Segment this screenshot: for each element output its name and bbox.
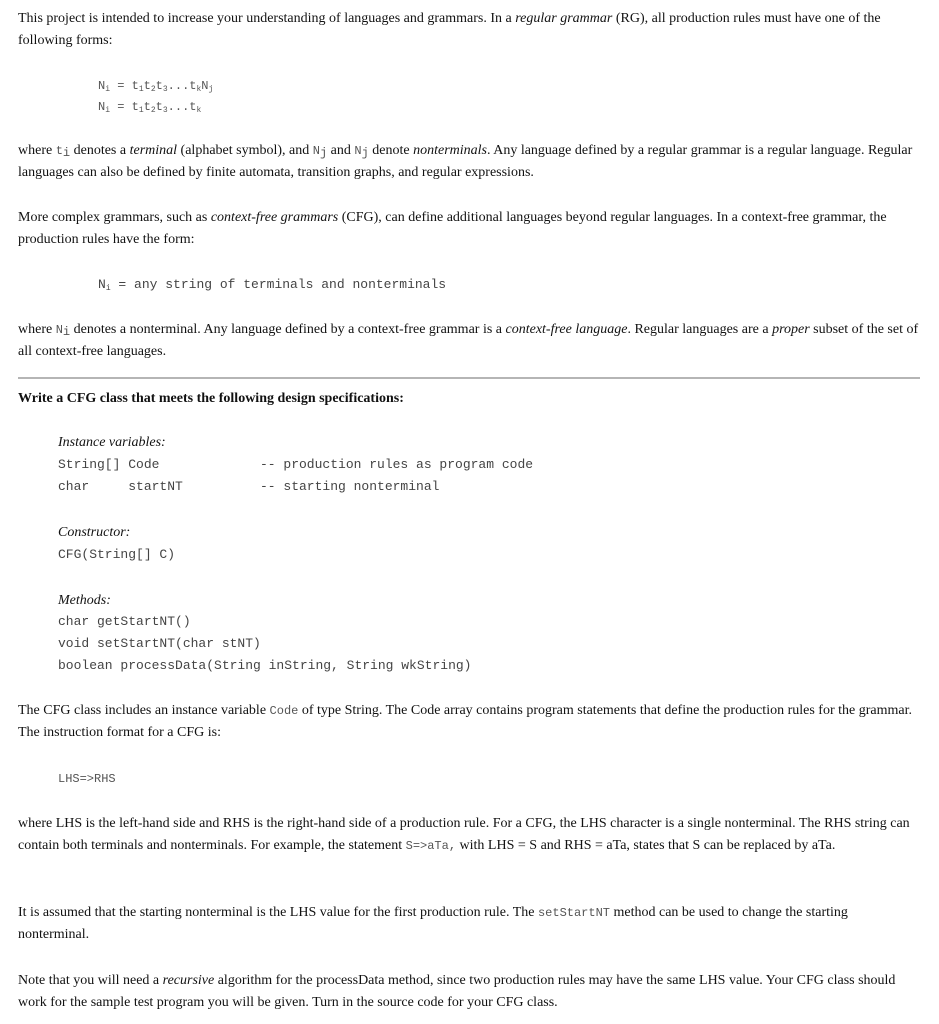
regular-grammar-term: regular grammar [515,11,613,26]
rg-rule-2: $N_i = t_1t_2t_3...t_k$ [98,100,202,115]
nonterminals-term: nonterminals [413,143,487,158]
method-getstartnt: char getStartNT() [58,614,191,629]
example-statement: S=>aTa, [405,839,457,853]
instance-variables-label: Instance variables: [58,435,166,450]
lhs-rhs-paragraph: where LHS is the left-hand side and RHS is the right-hand side of a production rule. For a CFG, the LHS character is a single nonterminal. The RHS string can contain both terminals and nonterminals. For example, the statement S=>aTa, with LHS = S and RHS = aTa, states that S can be replaced by aTa. [18,816,910,853]
instruction-format: LHS=>RHS [58,772,116,786]
cfg-rule: $N_i$ = any string of terminals and nonterminals [98,277,447,293]
code-inline: Code [269,704,299,718]
proper-term: proper [772,322,810,337]
cfl-term: context-free language [505,322,628,337]
method-setstartnt: void setStartNT(char stNT) [58,636,261,651]
cfg-intro-paragraph: More complex grammars, such as context-free grammars (CFG), can define additional languages beyond regular languages. In a context-free grammar, the production rules have the form: [18,210,887,247]
instance-var-code: String[] Code [58,457,160,472]
instance-var-startnt: char startNT [58,479,183,494]
cfg-term: context-free grammars [210,210,339,225]
recursive-term: recursive [162,973,215,988]
section-divider [18,377,920,379]
rg-rule-1: $N_i = t_1t_2t_3...t_kN_j$ [98,79,214,94]
instance-var-code-comment: -- production rules as program code [260,457,534,472]
spec-heading: Write a CFG class that meets the following design specifications: [18,391,404,406]
constructor-label: Constructor: [58,525,131,540]
methods-label: Methods: [58,593,111,608]
constructor-signature: CFG(String[] C) [58,547,176,562]
instance-var-startnt-comment: -- starting nonterminal [260,479,440,494]
code-variable-paragraph: The CFG class includes an instance variable Code of type String. The Code array contains program statements that define the production rules for the grammar. The instruction format for a CFG is: [18,703,912,740]
terminal-definition-paragraph: where $t_i$ denotes a terminal (alphabet symbol), and $N_j$ and $N_j$ denote nonterminals. Any language defined by a regular grammar is a regular language. Regular languages can also be defined by finite automata, transition graphs, and regular expressions. [18,143,913,180]
note-paragraph: Note that you will need a recursive algorithm for the processData method, since two production rules may have the same LHS value. Your CFG class should work for the sample test program you will be given. Turn in the source code for your CFG class. [18,973,896,1010]
nonterminal-definition-paragraph: where $N_i$ denotes a nonterminal. Any language defined by a context-free grammar is a context-free language. Regular languages are a proper subset of the set of all context-free languages. [18,322,919,359]
setstartnt-inline: setStartNT [537,906,610,920]
terminal-term: terminal [129,143,178,158]
method-processdata: boolean processData(String inString, String wkString) [58,658,472,673]
starting-nonterminal-paragraph: It is assumed that the starting nonterminal is the LHS value for the first production rule. The setStartNT method can be used to change the starting nonterminal. [18,905,848,942]
intro-paragraph: This project is intended to increase your understanding of languages and grammars. In a regular grammar (RG), all production rules must have one of the following forms: [18,11,881,48]
